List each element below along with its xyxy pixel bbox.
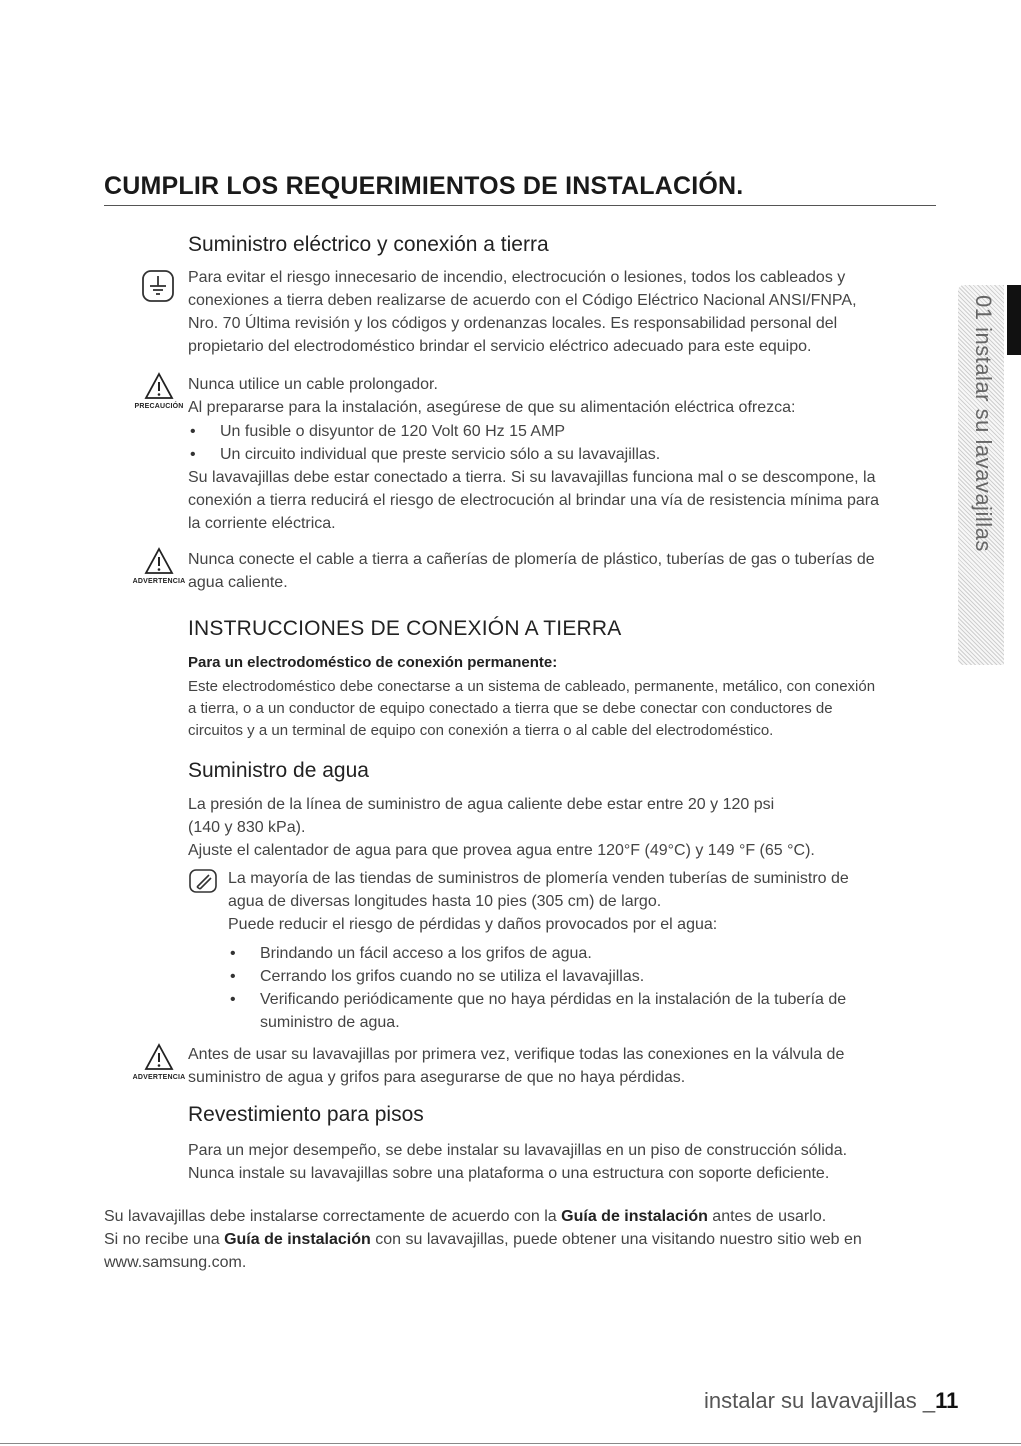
list-item: • Un fusible o disyuntor de 120 Volt 60 Hz 15 AMP bbox=[190, 420, 930, 443]
text-line: Nro. 70 Última revisión y los códigos y ordenanzas locales. Es responsabilidad personal del bbox=[188, 315, 838, 332]
text-line: a tierra, o a un conductor de equipo conectado a tierra que se debe conectar con conductores de bbox=[188, 700, 833, 717]
warning-icon bbox=[144, 547, 174, 580]
list-item-continuation: suministro de agua. bbox=[260, 1014, 400, 1031]
text-line: Para evitar el riesgo innecesario de incendio, electrocución o lesiones, todos los cableados y bbox=[188, 269, 846, 286]
text-line: Puede reducir el riesgo de pérdidas y daños provocados por el agua: bbox=[228, 916, 718, 933]
text-line: Para un mejor desempeño, se debe instalar su lavavajillas en un piso de construcción sólida. bbox=[188, 1142, 848, 1159]
ground-symbol-icon bbox=[140, 268, 176, 309]
page-footer bbox=[704, 1388, 958, 1414]
section-heading-electrical: Suministro eléctrico y conexión a tierra bbox=[188, 233, 549, 256]
bottom-divider bbox=[0, 1443, 1021, 1444]
grounding-instructions bbox=[188, 676, 948, 742]
electrical-paragraph bbox=[188, 266, 948, 358]
list-item: • Cerrando los grifos cuando no se utiliza el lavavajillas. bbox=[230, 965, 930, 988]
grounding-subheading: Para un electrodoméstico de conexión permanente: bbox=[188, 654, 558, 671]
page-number: 11 bbox=[935, 1388, 959, 1413]
electrical-bullet-list bbox=[190, 420, 930, 466]
page-title: CUMPLIR LOS REQUERIMIENTOS DE INSTALACIÓN. bbox=[104, 172, 744, 200]
text-line: Nunca conecte el cable a tierra a cañerías de plomería de plástico, tuberías de gas o tuberías de bbox=[188, 551, 875, 568]
text-line: Nunca utilice un cable prolongador. bbox=[188, 376, 438, 393]
water-bullet-list bbox=[230, 942, 930, 1034]
grounding-paragraph bbox=[188, 466, 948, 535]
note-pencil-icon bbox=[188, 868, 218, 901]
section-heading-grounding: INSTRUCCIONES DE CONEXIÓN A TIERRA bbox=[188, 617, 622, 640]
list-item: • Un circuito individual que preste servicio sólo a su lavavajillas. bbox=[190, 443, 930, 466]
list-item: • Brindando un fácil acceso a los grifos de agua. bbox=[230, 942, 930, 965]
text-line: conexión a tierra reducirá el riesgo de electrocución al brindar una vía de resistencia mínima para bbox=[188, 492, 880, 509]
text-line: conexiones a tierra deben realizarse de acuerdo con el Código Eléctrico Nacional ANSI/FNPA, bbox=[188, 292, 857, 309]
section-heading-water: Suministro de agua bbox=[188, 759, 369, 782]
text-line: Este electrodoméstico debe conectarse a un sistema de cableado, permanente, metálico, con conexión bbox=[188, 678, 876, 695]
closing-paragraph bbox=[104, 1205, 954, 1274]
website-url: www.samsung.com. bbox=[104, 1254, 247, 1271]
water-paragraph bbox=[188, 793, 948, 862]
text-span: Si no recibe una bbox=[104, 1231, 225, 1248]
warning-label: ADVERTENCIA bbox=[132, 1074, 186, 1081]
warning-label: ADVERTENCIA bbox=[132, 578, 186, 585]
title-divider bbox=[104, 205, 936, 206]
flooring-paragraph bbox=[188, 1139, 948, 1185]
warning-icon bbox=[144, 1043, 174, 1076]
list-item: • Verificando periódicamente que no haya pérdidas en la instalación de la tubería de bbox=[230, 988, 930, 1011]
caution-block bbox=[188, 373, 948, 419]
text-span: con su lavavajillas, puede obtener una visitando nuestro sitio web en bbox=[370, 1231, 862, 1248]
text-line: la corriente eléctrica. bbox=[188, 515, 336, 532]
text-line: suministro de agua y grifos para asegurarse de que no haya pérdidas. bbox=[188, 1069, 686, 1086]
text-line: propietario del electrodoméstico brindar el servicio eléctrico adecuado para este equipo. bbox=[188, 338, 812, 355]
text-line: agua caliente. bbox=[188, 574, 288, 591]
section-heading-flooring: Revestimiento para pisos bbox=[188, 1103, 424, 1126]
text-line: La presión de la línea de suministro de agua caliente debe estar entre 20 y 120 psi bbox=[188, 796, 775, 813]
text-line: Ajuste el calentador de agua para que provea agua entre 120°F (49°C) y 149 °F (65 °C). bbox=[188, 842, 815, 859]
caution-icon bbox=[144, 372, 174, 405]
water-note bbox=[228, 867, 948, 936]
text-span: Su lavavajillas debe instalarse correctamente de acuerdo con la bbox=[104, 1208, 562, 1225]
text-line bbox=[104, 1228, 954, 1251]
text-line: Antes de usar su lavavajillas por primera vez, verifique todas las conexiones en la válvula de bbox=[188, 1046, 845, 1063]
text-line: La mayoría de las tiendas de suministros de plomería venden tuberías de suministro de bbox=[228, 870, 849, 887]
side-tab-label: 01 instalar su lavavajillas bbox=[971, 295, 996, 552]
text-span: antes de usarlo. bbox=[707, 1208, 827, 1225]
text-line bbox=[104, 1205, 954, 1228]
text-line: Nunca instale su lavavajillas sobre una plataforma o una estructura con soporte deficiente. bbox=[188, 1165, 830, 1182]
text-line: Al prepararse para la instalación, asegúrese de que su alimentación eléctrica ofrezca: bbox=[188, 399, 796, 416]
side-tab-marker bbox=[1007, 285, 1021, 355]
text-line: agua de diversas longitudes hasta 10 pies (305 cm) de largo. bbox=[228, 893, 662, 910]
text-line: (140 y 830 kPa). bbox=[188, 819, 306, 836]
text-line: circuitos y a un terminal de equipo con conexión a tierra o al cable del electrodoméstico. bbox=[188, 722, 774, 739]
caution-label: PRECAUCIÓN bbox=[134, 403, 184, 410]
installation-guide-emphasis: Guía de instalación bbox=[561, 1208, 708, 1225]
footer-section-name: instalar su lavavajillas _ bbox=[704, 1388, 936, 1413]
warning-block bbox=[188, 548, 948, 594]
text-line: Su lavavajillas debe estar conectado a tierra. Si su lavavajillas funciona mal o se descompone, la bbox=[188, 469, 876, 486]
installation-guide-emphasis: Guía de instalación bbox=[224, 1231, 371, 1248]
water-warning bbox=[188, 1043, 948, 1089]
